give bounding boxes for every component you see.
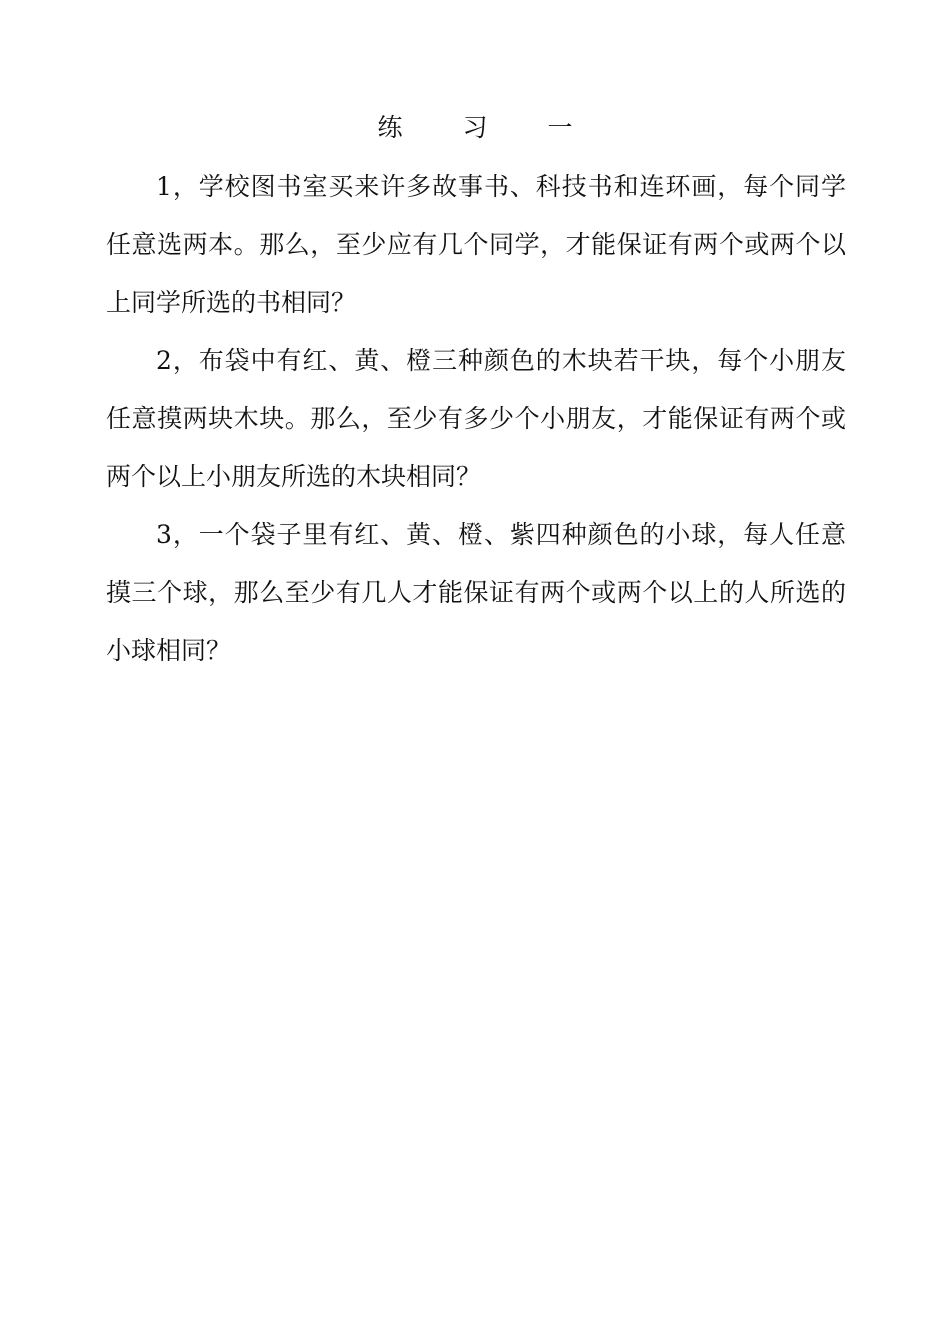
question-3: 3，一个袋子里有红、黄、橙、紫四种颜色的小球，每人任意摸三个球，那么至少有几人才能保证有两个或两个以上的人所选的小球相同？ bbox=[106, 520, 846, 665]
question-list bbox=[106, 158, 846, 680]
page-title: 练 习 一 bbox=[377, 113, 599, 142]
question-1: 1，学校图书室买来许多故事书、科技书和连环画，每个同学任意选两本。那么，至少应有几个同学，才能保证有两个或两个以上同学所选的书相同？ bbox=[106, 172, 846, 317]
question-2: 2，布袋中有红、黄、橙三种颜色的木块若干块，每个小朋友任意摸两块木块。那么，至少有多少个小朋友，才能保证有两个或两个以上小朋友所选的木块相同？ bbox=[106, 346, 846, 491]
